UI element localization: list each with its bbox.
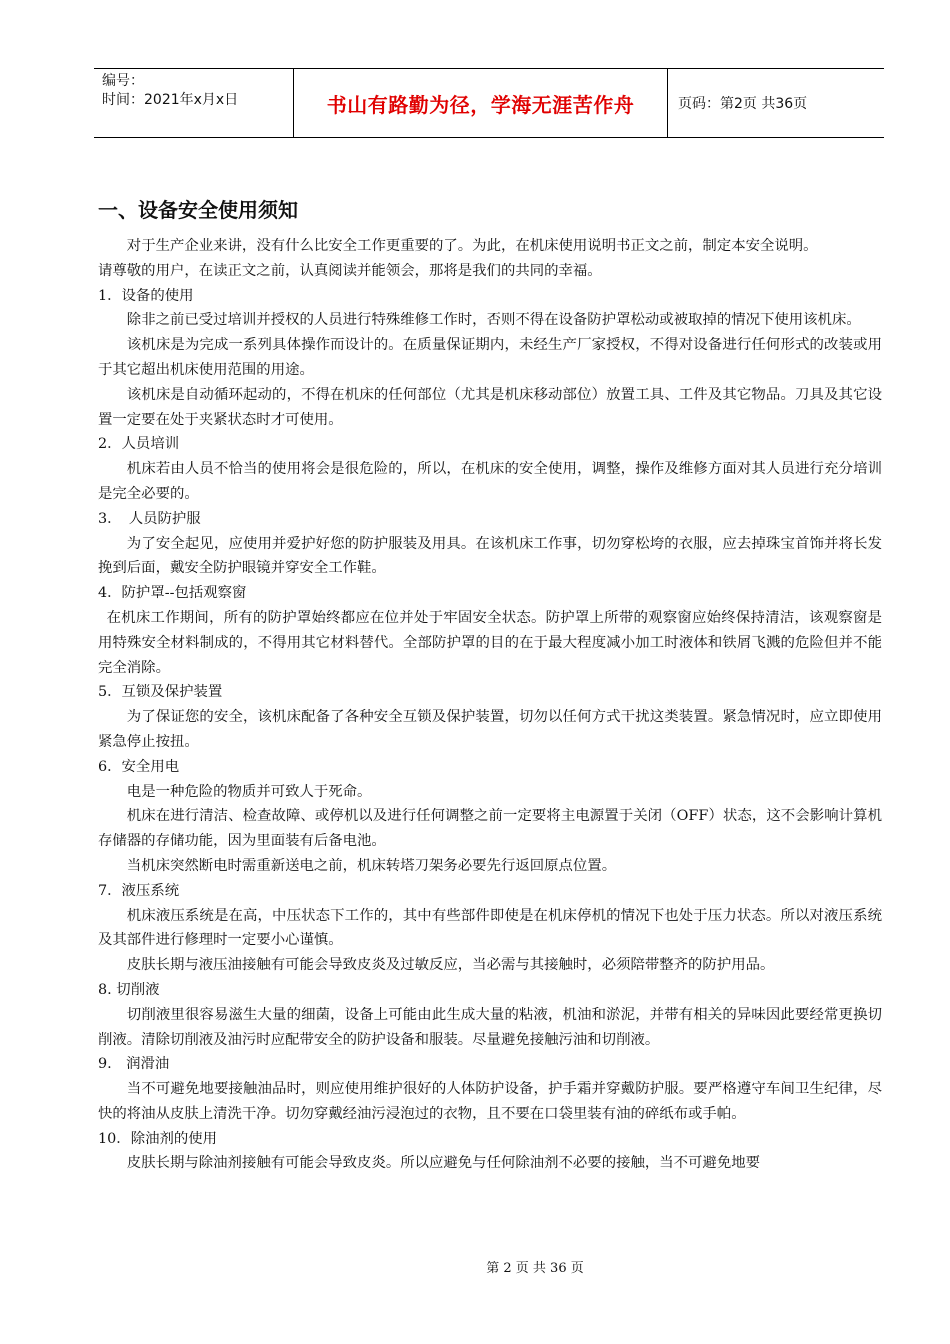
paragraph: 为了安全起见，应使用并爱护好您的防护服装及用具。在该机床工作事，切勿穿松垮的衣服，应去掉珠宝首饰并将长发挽到后面，戴安全防护眼镜并穿安全工作鞋。: [98, 535, 882, 577]
subsection-heading: 3． 人员防护服: [98, 510, 201, 527]
header-meta: [94, 69, 294, 137]
paragraph: 机床若由人员不恰当的使用将会是很危险的，所以，在机床的安全使用，调整，操作及维修方面对其人员进行充分培训是完全必要的。: [98, 461, 882, 502]
subsection-heading: 5．互锁及保护装置: [98, 684, 223, 701]
paragraph: 在机床工作期间，所有的防护罩始终都应在位并处于牢固安全状态。防护罩上所带的观察窗应始终保持清洁，该观察窗是用特殊安全材料制成的，不得用其它材料替代。全部防护罩的目的在于最大程度减小加工时液体和铁屑飞溅的危险但并不能完全消除。: [98, 609, 882, 676]
header-page-info: 页码：第2页 共36页: [678, 96, 808, 112]
subsection-heading: 1．设备的使用: [98, 287, 194, 304]
page-header: [94, 68, 884, 138]
intro-paragraph-2: 请尊敬的用户，在读正文之前，认真阅读并能领会，那将是我们的共同的幸福。: [98, 262, 602, 279]
paragraph: 皮肤长期与除油剂接触有可能会导致皮炎。所以应避免与任何除油剂不必要的接触，当不可避免地要: [126, 1155, 760, 1172]
subsection-heading: 8. 切削液: [98, 981, 160, 998]
paragraph: 该机床是自动循环起动的，不得在机床的任何部位（尤其是机床移动部位）放置工具、工件及其它物品。刀具及其它设置一定要在处于夹紧状态时才可使用。: [98, 386, 882, 428]
paragraph: 除非之前已受过培训并授权的人员进行特殊维修工作时，否则不得在设备防护罩松动或被取掉的情况下使用该机床。: [126, 312, 861, 329]
section-title: 一、设备安全使用须知: [98, 198, 298, 222]
subsection-heading: 7．液压系统: [98, 882, 180, 899]
header-motto: 书山有路勤为径，学海无涯苦作舟: [294, 69, 668, 137]
doc-number-label: 编号：: [102, 73, 144, 89]
document-body: [98, 196, 882, 1176]
paragraph: 切削液里很容易滋生大量的细菌，设备上可能由此生成大量的粘液，机油和淤泥，并带有相关的异味因此要经常更换切削液。清除切削液及油污时应配带安全的防护设备和服装。尽量避免接触污油和切削液。: [98, 1006, 882, 1048]
subsection-heading: 6．安全用电: [98, 758, 180, 775]
doc-time-label: 时间：2021年x月x日: [102, 92, 239, 108]
paragraph: 机床在进行清洁、检查故障、或停机以及进行任何调整之前一定要将主电源置于关闭（OFF）状态，这不会影响计算机存储器的存储功能，因为里面装有后备电池。: [98, 808, 882, 850]
paragraph: 当机床突然断电时需重新送电之前，机床转塔刀架务必要先行返回原点位置。: [126, 857, 617, 874]
subsection-heading: 2．人员培训: [98, 436, 180, 453]
intro-paragraph: 对于生产企业来讲，没有什么比安全工作更重要的了。为此，在机床使用说明书正文之前，制定本安全说明。: [126, 238, 818, 254]
paragraph: 该机床是为完成一系列具体操作而设计的。在质量保证期内，未经生产厂家授权，不得对设备进行任何形式的改装或用于其它超出机床使用范围的用途。: [98, 337, 882, 378]
subsection-heading: 10．除油剂的使用: [98, 1130, 218, 1147]
paragraph: 当不可避免地要接触油品时，则应使用维护很好的人体防护设备，护手霜并穿戴防护服。要严格遵守车间卫生纪律，尽快的将油从皮肤上清洗干净。切勿穿戴经油污浸泡过的衣物，且不要在口袋里装有油的碎纸布或手帕。: [98, 1081, 882, 1122]
page-footer: 第 2 页 共 36 页: [486, 1261, 584, 1276]
paragraph: 机床液压系统是在高，中压状态下工作的，其中有些部件即使是在机床停机的情况下也处于压力状态。所以对液压系统及其部件进行修理时一定要小心谨慎。: [98, 907, 882, 949]
paragraph: 皮肤长期与液压油接触有可能会导致皮炎及过敏反应，当必需与其接触时，必须陪带整齐的防护用品。: [126, 957, 775, 974]
paragraph: 电是一种危险的物质并可致人于死命。: [126, 783, 372, 800]
subsection-heading: 9. 润滑油: [98, 1056, 170, 1073]
subsection-heading: 4．防护罩--包括观察窗: [98, 585, 247, 602]
paragraph: 为了保证您的安全，该机床配备了各种安全互锁及保护装置，切勿以任何方式干扰这类装置。紧急情况时，应立即使用紧急停止按扭。: [98, 709, 882, 750]
